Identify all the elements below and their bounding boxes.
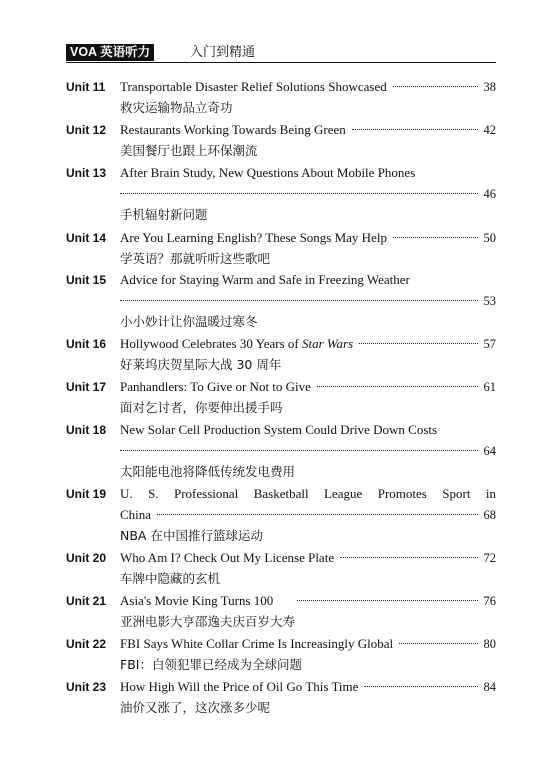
english-title: Restaurants Working Towards Being Green <box>120 122 346 137</box>
chinese-title: 面对乞讨者，你要伸出援手吗 <box>120 400 283 415</box>
page-number: 61 <box>483 380 496 394</box>
toc-leader-row <box>120 442 496 460</box>
chinese-title: 学英语？那就听听这些歌吧 <box>120 251 271 266</box>
english-title: FBI Says White Collar Crime Is Increasingly Global <box>120 636 394 651</box>
book-brand: VOA 英语听力 <box>66 44 154 61</box>
unit-number: Unit 11 <box>66 80 106 94</box>
toc-title-row <box>120 164 496 182</box>
dot-leader <box>157 514 477 515</box>
toc-leader-row <box>120 185 496 203</box>
page-number: 68 <box>483 508 496 522</box>
chinese-title: 太阳能电池将降低传统发电费用 <box>120 464 296 479</box>
toc-leader-row <box>120 506 496 524</box>
dot-leader <box>399 643 477 644</box>
english-title-text: Hollywood Celebrates 30 Years of <box>120 336 302 351</box>
english-title: Are You Learning English? These Songs May Help <box>120 230 387 245</box>
dot-leader <box>120 300 478 301</box>
toc-title-row <box>120 378 496 396</box>
unit-number: Unit 23 <box>66 680 107 694</box>
unit-number: Unit 16 <box>66 337 107 351</box>
page-number: 80 <box>483 637 496 651</box>
toc-title-row <box>120 335 496 353</box>
toc-title-row <box>120 549 496 567</box>
running-header <box>66 44 496 63</box>
english-title: Asia's Movie King Turns 100 <box>120 593 274 608</box>
english-title: Panhandlers: To Give or Not to Give <box>120 379 311 394</box>
unit-number: Unit 18 <box>66 423 107 437</box>
toc-title-row <box>120 229 496 247</box>
chinese-title: FBI：白领犯罪已经成为全球问题 <box>120 657 302 672</box>
toc-title-row <box>120 271 496 289</box>
unit-number: Unit 12 <box>66 123 107 137</box>
toc-title-row <box>120 121 496 139</box>
english-title <box>120 335 353 353</box>
dot-leader <box>393 237 478 238</box>
english-title: New Solar Cell Production System Could Drive Down Costs <box>120 422 438 437</box>
dot-leader <box>393 86 478 87</box>
page-number: 50 <box>483 231 496 245</box>
english-title: Who Am I? Check Out My License Plate <box>120 550 335 565</box>
page-number: 46 <box>483 187 496 201</box>
toc-title-row <box>120 78 496 96</box>
unit-number: Unit 14 <box>66 231 107 245</box>
page-number: 53 <box>483 294 496 308</box>
dot-leader <box>359 343 477 344</box>
dot-leader <box>297 600 477 601</box>
unit-number: Unit 13 <box>66 166 107 180</box>
dot-leader <box>340 557 477 558</box>
english-title: Transportable Disaster Relief Solutions Showcased <box>120 79 387 94</box>
chinese-title: 手机辐射新问题 <box>120 207 208 222</box>
chinese-title: 救灾运输物品立奇功 <box>120 100 233 115</box>
chinese-title: 车牌中隐藏的玄机 <box>120 571 221 586</box>
chinese-title: NBA 在中国推行篮球运动 <box>120 528 263 543</box>
page-number: 42 <box>483 123 496 137</box>
unit-number: Unit 17 <box>66 380 107 394</box>
page-number: 64 <box>483 444 496 458</box>
page-number: 38 <box>483 80 496 94</box>
dot-leader <box>120 450 478 451</box>
toc-title-row <box>120 678 496 696</box>
chinese-title: 亚洲电影大亨邵逸夫庆百岁大寿 <box>120 614 296 629</box>
english-title: How High Will the Price of Oil Go This Time <box>120 679 359 694</box>
unit-number: Unit 19 <box>66 487 107 501</box>
toc-leader-row <box>120 292 496 310</box>
chinese-title: 油价又涨了，这次涨多少呢 <box>120 700 271 715</box>
dot-leader <box>120 193 478 194</box>
english-title: After Brain Study, New Questions About Mobile Phones <box>120 165 416 180</box>
unit-number: Unit 15 <box>66 273 107 287</box>
dot-leader <box>364 686 477 687</box>
toc-title-row <box>120 635 496 653</box>
english-title: U. S. Professional Basketball League Promotes Sport in <box>120 486 496 501</box>
page-number: 76 <box>483 594 496 608</box>
english-title-continued: China <box>120 507 152 522</box>
chinese-title: 小小妙计让你温暖过寒冬 <box>120 314 258 329</box>
book-subtitle: 入门到精通 <box>190 45 256 60</box>
toc-title-row <box>120 485 496 503</box>
dot-leader <box>317 386 478 387</box>
english-title-italic: Star Wars <box>301 336 354 351</box>
toc-title-row <box>120 592 496 610</box>
unit-number: Unit 22 <box>66 637 107 651</box>
page-number: 72 <box>483 551 496 565</box>
page-number: 57 <box>483 337 496 351</box>
dot-leader <box>352 129 478 130</box>
toc-title-row <box>120 421 496 439</box>
chinese-title: 美国餐厅也跟上环保潮流 <box>120 143 258 158</box>
chinese-title: 好莱坞庆贺星际大战 30 周年 <box>120 357 282 372</box>
unit-number: Unit 20 <box>66 551 107 565</box>
unit-number: Unit 21 <box>66 594 107 608</box>
english-title: Advice for Staying Warm and Safe in Freezing Weather <box>120 272 410 287</box>
page-number: 84 <box>483 680 496 694</box>
